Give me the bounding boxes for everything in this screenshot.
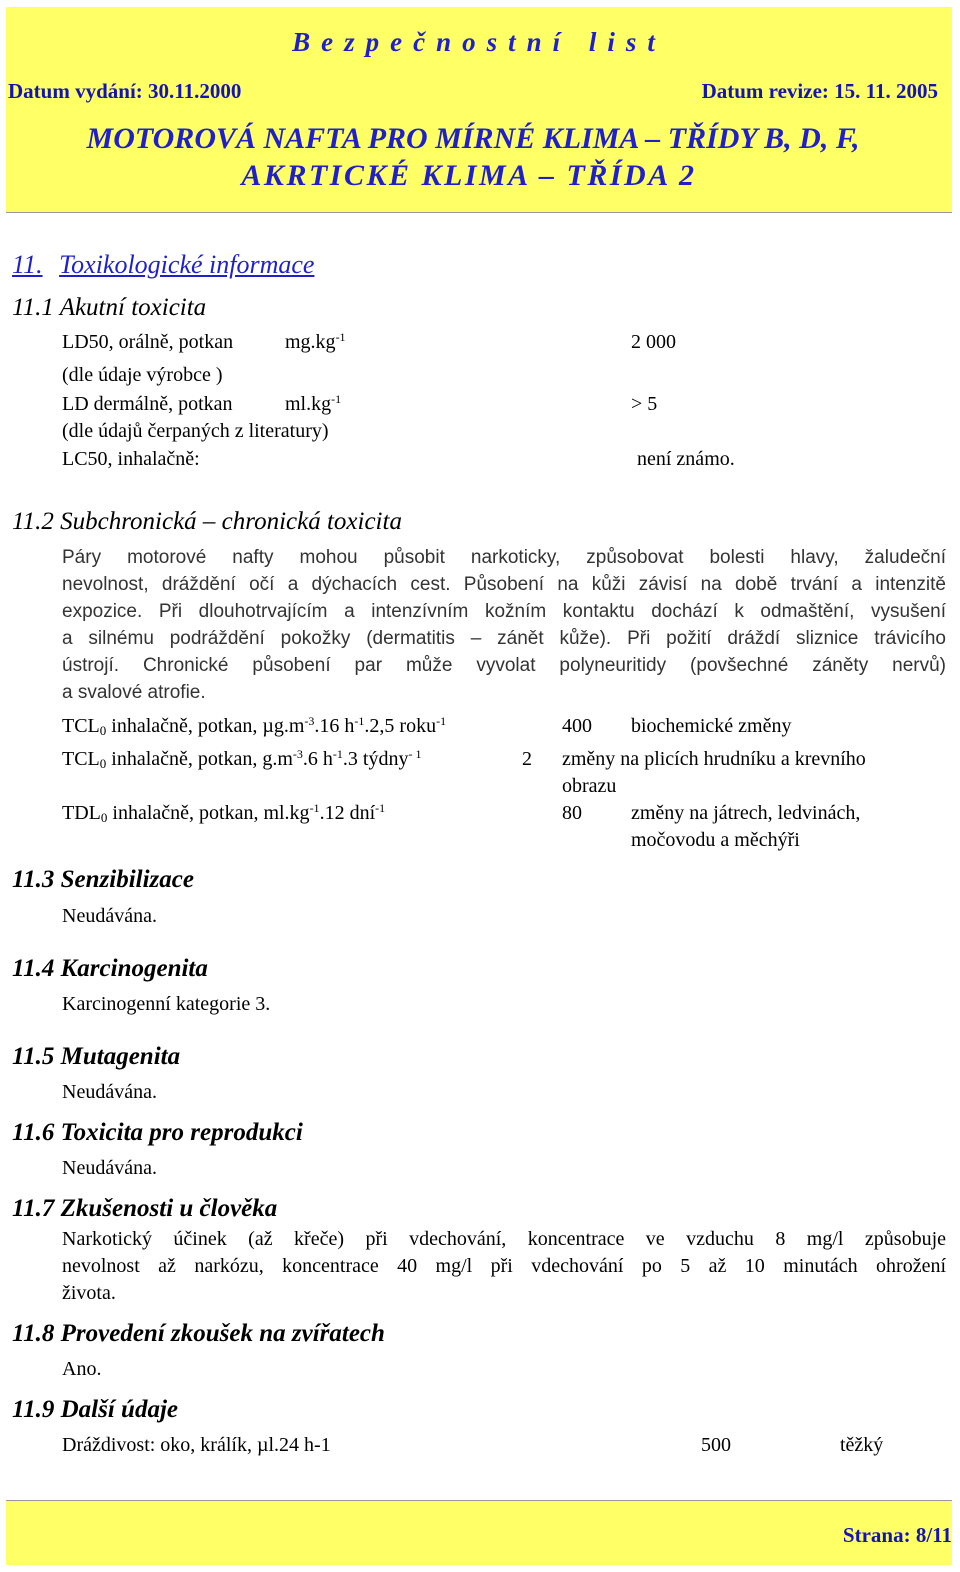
ld50-oral-label: LD50, orálně, potkan	[62, 331, 234, 353]
tox-row-3-effect: změny na játrech, ledvinách,	[631, 802, 861, 824]
heading-subchronic-toxicity: 11.2 Subchronická – chronická toxicita	[12, 508, 402, 535]
ld50-oral-note: (dle údaje výrobce )	[62, 364, 223, 386]
human-experience-line: Narkotický účinek (až křeče) při vdechování, koncentrace ve vzduchu 8 mg/l způsobuje	[62, 1228, 946, 1250]
tox-row-1-label: $TCL_0$ inhalačně, potkan, $\mu g.m^{-3}.16$ $h^{-1}.2,5$ roku$^{-1}$	[62, 714, 447, 738]
animal-testing-text: Ano.	[62, 1358, 102, 1380]
ld50-oral-value: 2 000	[631, 331, 676, 353]
human-experience-line: nevolnost až narkózu, koncentrace 40 mg/l při vdechování po 5 až 10 minutách ohrožení	[62, 1255, 946, 1277]
issue-date: Datum vydání: 30.11.2000	[8, 79, 242, 103]
tox-row-1-value: 400	[562, 715, 592, 737]
heading-sensitization: 11.3 Senzibilizace	[12, 866, 194, 893]
sensitization-text: Neudávána.	[62, 905, 157, 927]
irritancy-value: 500	[701, 1434, 731, 1456]
mutagenicity-text: Neudávána.	[62, 1081, 157, 1103]
product-name-line-1: MOTOROVÁ NAFTA PRO MÍRNÉ KLIMA – TŘÍDY B, D, F,	[86, 122, 860, 155]
heading-other-data: 11.9 Další údaje	[12, 1396, 178, 1423]
heading-mutagenicity: 11.5 Mutagenita	[12, 1043, 181, 1070]
reproductive-toxicity-text: Neudávána.	[62, 1157, 157, 1179]
tox-row-3-effect-cont: močovodu a měchýři	[631, 829, 800, 851]
page-header	[6, 7, 952, 213]
ld-dermal-value: > 5	[631, 393, 658, 415]
irritancy-result: těžký	[840, 1434, 884, 1456]
heading-reproductive-toxicity: 11.6 Toxicita pro reprodukci	[12, 1119, 303, 1146]
section-number: 11.	[12, 250, 43, 279]
tox-row-2-label: $TCL_0$ inhalačně, potkan, $g.m^{-3}.6$ $h^{-1}.3$ týdny$^{- 1}$	[62, 747, 422, 771]
lc50-inhal-label: LC50, inhalačně:	[62, 448, 200, 470]
subchronic-text-line: a silnému podráždění pokožky (dermatitis – zánět kůže). Při požití dráždí sliznice trávicího	[62, 628, 946, 649]
product-name-line-2: AKRTICKÉ KLIMA – TŘÍDA 2	[241, 159, 697, 192]
subchronic-text-line: Páry motorové nafty mohou působit narkoticky, způsobovat bolesti hlavy, žaludeční	[62, 547, 946, 568]
page-number: Strana: 8/11	[842, 1523, 952, 1547]
tox-row-3-label: $TDL_0$ inhalačně, potkan, $ml.kg^{-1}.12$ dní$^{-1}$	[62, 801, 386, 825]
human-experience-line: života.	[62, 1282, 116, 1304]
ld-dermal-note: (dle údajů čerpaných z literatury)	[62, 420, 329, 442]
subchronic-text-line: expozice. Při dlouhotrvajícím a intenzívním kožním kontaktu dochází k odmaštění, vysušení	[62, 601, 946, 622]
lc50-inhal-value: není známo.	[637, 448, 735, 470]
section-heading[interactable]: Toxikologické informace	[59, 250, 315, 279]
heading-human-experience: 11.7 Zkušenosti u člověka	[12, 1195, 278, 1222]
tox-row-3-value: 80	[562, 802, 582, 824]
subchronic-text-line: a svalové atrofie.	[62, 682, 206, 703]
heading-carcinogenicity: 11.4 Karcinogenita	[12, 955, 208, 982]
ld-dermal-unit: $ml.kg^{-1}$	[285, 392, 342, 415]
tox-row-2-effect: změny na plicích hrudníku a krevního	[562, 748, 866, 770]
subchronic-text-line: nevolnost, dráždění očí a dýchacích cest. Působení na kůži závisí na době trvání a intenzitě	[62, 574, 946, 595]
heading-animal-testing: 11.8 Provedení zkoušek na zvířatech	[12, 1320, 385, 1347]
ld50-oral-unit: $mg.kg^{-1}$	[285, 330, 346, 353]
ld-dermal-label: LD dermálně, potkan	[62, 393, 233, 415]
tox-row-2-effect-cont: obrazu	[562, 775, 617, 797]
document-type-title: Bezpečnostní list	[292, 27, 666, 57]
heading-acute-toxicity: 11.1 Akutní toxicita	[12, 294, 207, 321]
section-title	[12, 250, 314, 280]
irritancy-label: Dráždivost: oko, králík, µl.24 h-1	[62, 1434, 331, 1456]
page-footer	[6, 1500, 952, 1565]
tox-row-2-value: 2	[522, 748, 532, 770]
revision-date: Datum revize: 15. 11. 2005	[701, 79, 938, 103]
tox-row-1-effect: biochemické změny	[631, 715, 792, 737]
subchronic-text-line: ústrojí. Chronické působení par může vyvolat polyneuritidy (povšechné záněty nervů)	[62, 655, 946, 676]
carcinogenicity-text: Karcinogenní kategorie 3.	[62, 993, 271, 1015]
